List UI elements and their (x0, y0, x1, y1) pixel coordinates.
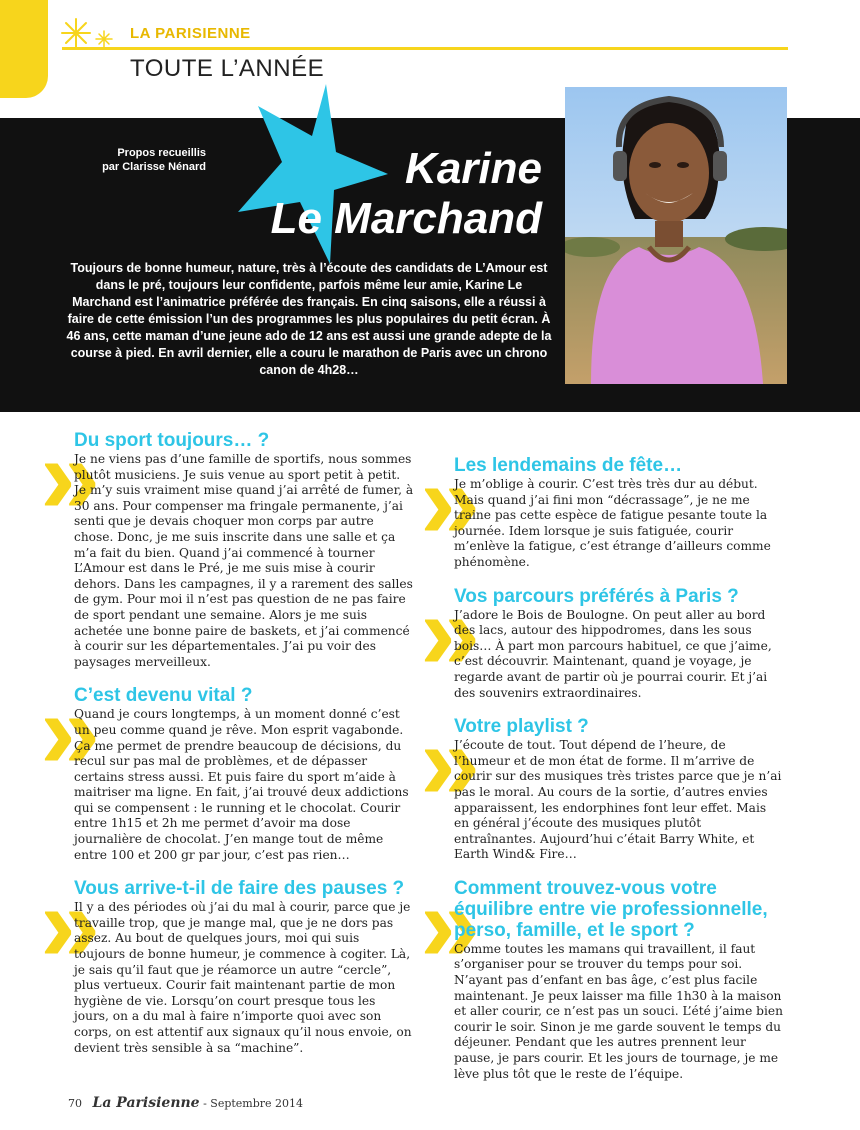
question-block (40, 415, 414, 670)
yellow-corner-tab (0, 0, 48, 98)
quote-mark-icon: » (40, 863, 101, 985)
answer-text: J’adore le Bois de Boulogne. On peut aller au bord des lacs, autour des hippodromes, dans les sous bois… À part mon parcours habituel, ce que j’aime, c’est découvrir. Maintenant, quand je voyage, je regarde avant de partir où je pourrai courir. Et j’ai des souvenirs extraordinaires. (454, 607, 772, 700)
question-title: Vos parcours préférés à Paris ? (454, 585, 739, 607)
question-title: Votre playlist ? (454, 716, 589, 738)
answer-text: Comme toutes les mamans qui travaillent, il faut s’organiser pour se trouver du temps pour soi. N’ayant pas d’enfant en bas âge, c’est plus facile maintenant. Je peux laisser ma fille 1h30 à la maison et aller courir, ce n’est pas un souci. L’été j’aime bien courir le soir. Sinon je me garde souvent le temps du déjeuner. Pendant que les autres prennent leur pause, je pars courir. Et les jours de tournage, je me lève plus tôt que le reste de l’équipe. (454, 941, 783, 1081)
page-footer (68, 1095, 303, 1111)
question-block (420, 570, 784, 702)
quote-mark-icon: » (420, 440, 481, 561)
sparkle-icon (60, 17, 126, 51)
intro-paragraph: Toujours de bonne humeur, nature, très à l’écoute des candidats de L’Amour est dans le pré, toujours leur confidente, parfois même leur amie, Karine Le Marchand est l’animatrice préférée des français. En cinq saisons, elle a réussi à faire de cette émission l’un des programmes les plus populaires du petit écran. À 46 ans, cette maman d’une jeune ado de 12 ans est aussi une grande adepte de la course à pied. En avril dernier, elle a couru le marathon de Paris avec un chrono canon de 4h28… (66, 261, 552, 377)
headline-last-name: Le Marchand (270, 194, 542, 243)
headline-first-name: Karine (405, 144, 542, 193)
left-column (40, 415, 414, 1071)
quote-mark-icon: » (420, 570, 481, 692)
magazine-name: La Parisienne (92, 1095, 200, 1111)
question-title: Vous arrive-t-il de faire des pauses ? (74, 878, 405, 900)
byline-line-2: par Clarisse Nénard (102, 161, 206, 173)
issue-date: - Septembre 2014 (203, 1097, 304, 1110)
byline-line-1: Propos recueillis (117, 147, 206, 159)
answer-text: J’écoute de tout. Tout dépend de l’heure, de l’humeur et de mon état de forme. Il m’arrive de courir sur des musiques très tristes parce que je n’ai pas le moral. Au cours de la sortie, d’autres envies apparaissent, les endorphines font leur effet. Mais en général j’écoute des musiques plutôt entraînantes. Aujourd’hui c’était Barry White, et Earth Wind& Fire… (454, 738, 782, 862)
section-label: LA PARISIENNE (130, 25, 251, 42)
question-block (40, 863, 414, 1056)
answer-text: Je ne viens pas d’une famille de sportifs, nous sommes plutôt musiciens. Je suis venue au sport petit à petit. Je m’y suis vraiment mise quand j’ai arrêté de fumer, à 30 ans. Pour compenser ma fringale permanente, j’ai senti que je devais choquer mon corps par autre chose. Donc, je me suis inscrite dans une salle et ça m’a fait du bien. Quand j’ai commencé à tourner L’Amour est dans le Pré, je me suis mise à courir dehors. Dans les campagnes, il y a rarement des salles de gym. Pour moi il n’est pas question de ne pas faire de sport pendant une semaine. Alors je me suis achetée une bonne paire de baskets, et j’ai commencé à courir sur les départementales. J’ai pu voir des paysages merveilleux. (74, 452, 414, 669)
question-title: Comment trouvez-vous votre équilibre entre vie professionnelle, perso, famille, et le sport ? (454, 877, 768, 941)
answer-text: Quand je cours longtemps, à un moment donné c’est un peu comme quand je rêve. Mon esprit vagabonde. Ça me permet de prendre beaucoup de décisions, du recul sur pas mal de problèmes, et de dépasser certains stress aussi. Et puis faire du sport m’aide à maitriser ma ligne. En fait, j’ai trouvé deux addictions qui se compensent : le running et le chocolat. Courir entre 1h15 et 2h me permet d’avoir ma dose journalière de chocolat. J’en mange tout de même entre 100 et 200 gr par jour, c’est pas rien… (74, 707, 409, 862)
question-block (40, 670, 414, 863)
question-block (420, 440, 784, 571)
byline (84, 146, 206, 174)
question-title: Du sport toujours… ? (74, 430, 270, 451)
question-title: Les lendemains de fête… (454, 455, 683, 476)
right-column (420, 440, 784, 1097)
quote-mark-icon: » (40, 670, 101, 792)
quote-mark-icon: » (40, 415, 101, 536)
quote-mark-icon: » (420, 701, 481, 823)
page-number: 70 (68, 1097, 82, 1110)
answer-text: Je m’oblige à courir. C’est très très dur au début. Mais quand j’ai fini mon “décrassage”, je ne me traine pas cette espèce de fatigue pesante toute la journée. Idem lorsque je suis fatiguée, courir m’enlève la fatigue, c’est étrange d’ailleurs comme phénomène. (454, 477, 771, 569)
section-subtitle: TOUTE L’ANNÉE (130, 55, 325, 82)
portrait-photo (565, 87, 787, 384)
answer-text: Il y a des périodes où j’ai du mal à courir, parce que je travaille trop, que je mange mal, que je ne dors pas assez. Au bout de quelques jours, moi qui suis toujours de bonne humeur, je commence à cogiter. Là, je sais qu’il faut que je réamorce un autre “cercle”, plus vertueux. Courir fait maintenant partie de mon hygiène de vie. Lorsqu’on court presque tous les jours, on a du mal à faire n’importe quoi avec son corps, on est attentif aux signaux qu’il nous envoie, on devient très sensible à sa “machine”. (74, 900, 412, 1055)
question-block (420, 862, 784, 1082)
question-title: C’est devenu vital ? (74, 685, 253, 707)
header-rule (62, 47, 788, 50)
quote-mark-icon: » (420, 862, 481, 984)
question-block (420, 701, 784, 863)
